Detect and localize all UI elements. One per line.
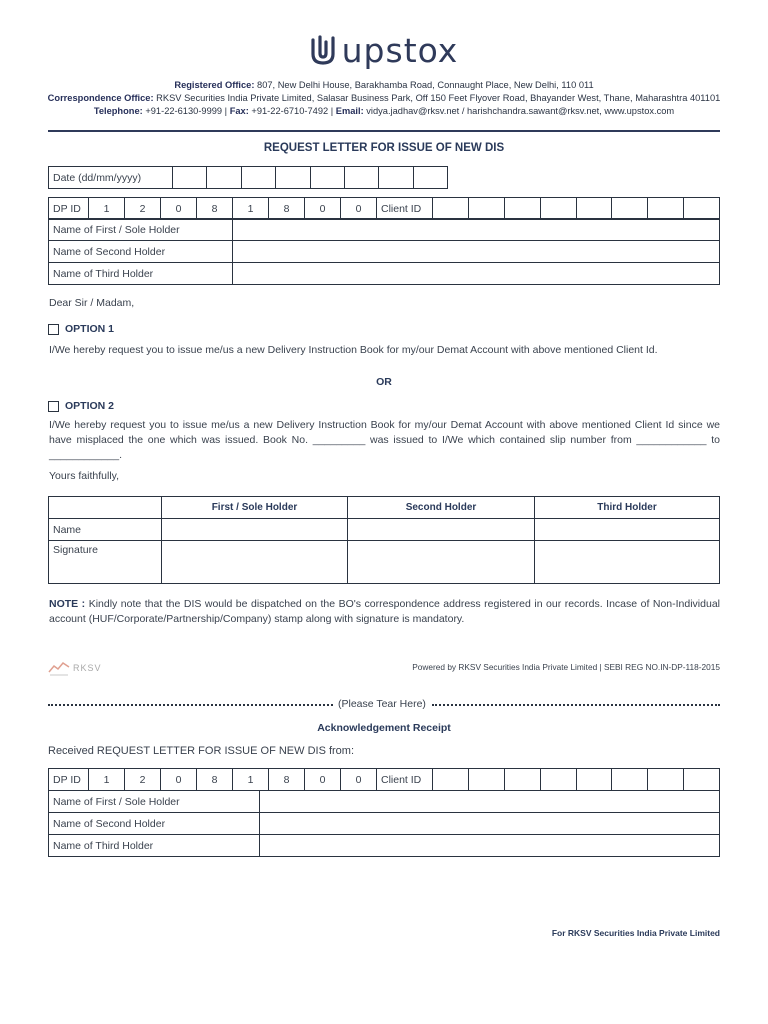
second-holder-signature-field[interactable] (348, 541, 535, 584)
ack-first-holder-label: Name of First / Sole Holder (49, 791, 260, 813)
registered-office-label: Registered Office: (174, 80, 255, 90)
registered-office-value: 807, New Delhi House, Barakhamba Road, Connaught Place, New Delhi, 110 011 (257, 80, 594, 90)
note-text: Kindly note that the DIS would be dispatched on the BO's correspondence address registered in our records. Incase of Non-Individual account (HUF/Corporate/Partnership/Company) stamp along with signature is mandatory. (49, 598, 720, 625)
client-id-box[interactable] (648, 198, 684, 220)
signature-row-label: Signature (49, 541, 162, 584)
ack-dp-id-digit: 0 (341, 769, 377, 791)
third-holder-header: Third Holder (535, 497, 720, 519)
ack-third-holder-field[interactable] (260, 835, 720, 857)
ack-third-holder-label: Name of Third Holder (49, 835, 260, 857)
third-holder-label: Name of Third Holder (49, 263, 233, 285)
ack-client-id-box[interactable] (612, 769, 648, 791)
for-company: For RKSV Securities India Private Limited (551, 928, 720, 938)
date-label: Date (dd/mm/yyyy) (49, 167, 173, 189)
dp-id-digit: 2 (125, 198, 161, 220)
client-id-box[interactable] (504, 198, 540, 220)
telephone-value: +91-22-6130-9999 | (145, 106, 228, 116)
option2-text: I/We hereby request you to issue me/us a new Delivery Instruction Book for my/our Demat Account with above mentioned Client Id since we have misplaced the one which was issued. Book No. _________ was issued to I/We which contained slip number from ____________ to ____________. (49, 419, 720, 461)
email-value: vidya.jadhav@rksv.net / harishchandra.sawant@rksv.net, www.upstox.com (366, 106, 675, 116)
dp-id-digit: 8 (269, 198, 305, 220)
signature-table-corner (49, 497, 162, 519)
ack-dp-id-label: DP ID (49, 769, 89, 791)
correspondence-office-label: Correspondence Office: (47, 93, 154, 103)
note (49, 597, 720, 627)
second-holder-field[interactable] (233, 241, 720, 263)
dp-id-digit: 1 (233, 198, 269, 220)
ack-client-id-box[interactable] (540, 769, 576, 791)
header-divider (48, 130, 720, 132)
tear-line-right (432, 704, 720, 706)
fax-label: Fax: (229, 106, 249, 116)
form-title: REQUEST LETTER FOR ISSUE OF NEW DIS (263, 142, 505, 154)
ack-client-id-box[interactable] (433, 769, 469, 791)
correspondence-office-value: RKSV Securities India Private Limited, Salasar Business Park, Off 150 Feet Flyover Road, Bhayander West, Thane, Maharashtra 401101 (156, 93, 721, 103)
signature-table (48, 496, 720, 584)
date-table (48, 166, 448, 189)
ack-dp-id-digit: 8 (197, 769, 233, 791)
closing: Yours faithfully, (49, 470, 120, 482)
ack-dp-id-digit: 8 (269, 769, 305, 791)
ack-dp-id-digit: 0 (161, 769, 197, 791)
client-id-box[interactable] (684, 198, 720, 220)
first-holder-field[interactable] (233, 219, 720, 241)
upstox-logo-icon (310, 34, 336, 66)
option2-label: OPTION 2 (65, 400, 115, 412)
rksv-logo-icon (48, 660, 70, 676)
client-id-box[interactable] (433, 198, 469, 220)
second-holder-name-field[interactable] (348, 519, 535, 541)
date-box[interactable] (310, 167, 344, 189)
first-holder-header: First / Sole Holder (162, 497, 348, 519)
date-box[interactable] (344, 167, 378, 189)
rksv-logo (48, 660, 102, 676)
registered-office-line (0, 80, 768, 90)
client-id-label: Client ID (377, 198, 433, 220)
date-box[interactable] (241, 167, 275, 189)
client-id-box[interactable] (576, 198, 612, 220)
option1-checkbox[interactable] (48, 324, 59, 335)
date-box[interactable] (413, 167, 447, 189)
ack-dp-client-id-table (48, 768, 720, 791)
name-row-label: Name (49, 519, 162, 541)
ack-title: Acknowledgement Receipt (317, 722, 451, 734)
dp-id-digit: 8 (197, 198, 233, 220)
date-box[interactable] (379, 167, 413, 189)
logo-text: upstox (341, 30, 459, 70)
date-box[interactable] (207, 167, 241, 189)
ack-dp-id-digit: 1 (233, 769, 269, 791)
email-label: Email: (335, 106, 364, 116)
or-text: OR (376, 376, 392, 388)
ack-client-id-box[interactable] (576, 769, 612, 791)
ack-holder-names-table (48, 790, 720, 857)
holder-names-table (48, 218, 720, 285)
second-holder-label: Name of Second Holder (49, 241, 233, 263)
ack-second-holder-field[interactable] (260, 813, 720, 835)
ack-first-holder-field[interactable] (260, 791, 720, 813)
first-holder-label: Name of First / Sole Holder (49, 219, 233, 241)
dp-id-digit: 0 (305, 198, 341, 220)
client-id-box[interactable] (468, 198, 504, 220)
date-box[interactable] (276, 167, 310, 189)
first-holder-signature-field[interactable] (162, 541, 348, 584)
option2-checkbox[interactable] (48, 401, 59, 412)
first-holder-name-field[interactable] (162, 519, 348, 541)
tear-here-text: (Please Tear Here) (338, 698, 426, 710)
powered-by: Powered by RKSV Securities India Private Limited | SEBI REG NO.IN-DP-118-2015 (412, 662, 720, 672)
client-id-box[interactable] (540, 198, 576, 220)
ack-client-id-box[interactable] (648, 769, 684, 791)
fax-value: +91-22-6710-7492 | (251, 106, 334, 116)
option2[interactable] (48, 400, 114, 412)
ack-client-id-label: Client ID (377, 769, 433, 791)
option1-label: OPTION 1 (65, 323, 115, 335)
note-label: NOTE : (49, 598, 86, 610)
dp-id-label: DP ID (49, 198, 89, 220)
date-box[interactable] (173, 167, 207, 189)
contact-line (0, 106, 768, 116)
dp-client-id-table (48, 197, 720, 220)
correspondence-office-line (0, 93, 768, 103)
telephone-label: Telephone: (93, 106, 143, 116)
ack-client-id-box[interactable] (468, 769, 504, 791)
ack-client-id-box[interactable] (684, 769, 720, 791)
second-holder-header: Second Holder (348, 497, 535, 519)
dp-id-digit: 1 (89, 198, 125, 220)
third-holder-name-field[interactable] (535, 519, 720, 541)
ack-received: Received REQUEST LETTER FOR ISSUE OF NEW DIS from: (48, 745, 355, 757)
third-holder-signature-field[interactable] (535, 541, 720, 584)
third-holder-field[interactable] (233, 263, 720, 285)
salutation: Dear Sir / Madam, (49, 297, 135, 309)
ack-client-id-box[interactable] (504, 769, 540, 791)
dp-id-digit: 0 (341, 198, 377, 220)
upstox-logo (0, 30, 768, 70)
ack-dp-id-digit: 0 (305, 769, 341, 791)
tear-line-left (48, 704, 333, 706)
ack-dp-id-digit: 2 (125, 769, 161, 791)
rksv-logo-text: RKSV (73, 663, 102, 673)
ack-second-holder-label: Name of Second Holder (49, 813, 260, 835)
dp-id-digit: 0 (161, 198, 197, 220)
option1[interactable] (48, 323, 114, 335)
client-id-box[interactable] (612, 198, 648, 220)
ack-dp-id-digit: 1 (89, 769, 125, 791)
option1-text: I/We hereby request you to issue me/us a new Delivery Instruction Book for my/our Demat Account with above mentioned Client Id. (49, 344, 658, 356)
